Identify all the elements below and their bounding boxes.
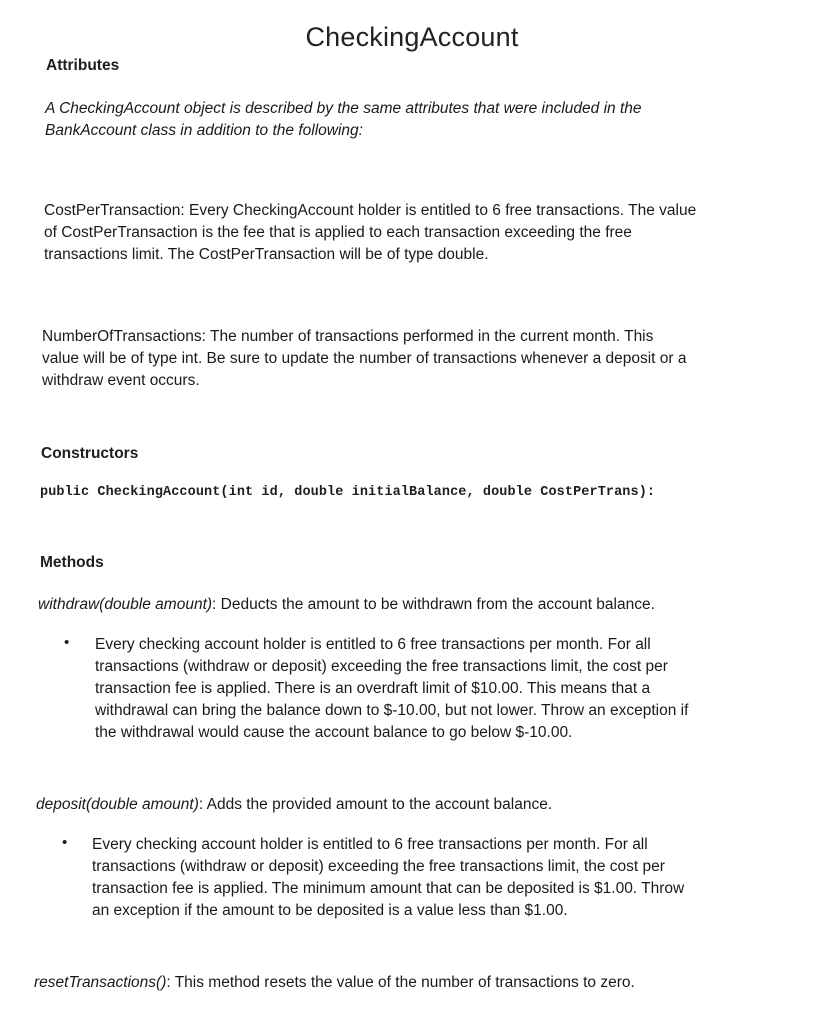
page-title: CheckingAccount: [305, 22, 519, 52]
attributes-intro-line: BankAccount class in addition to the following:: [45, 122, 363, 139]
withdraw-bullet-text: [95, 634, 688, 744]
deposit-method: [36, 796, 552, 814]
cost-line: of CostPerTransaction is the fee that is applied to each transaction exceeding the free: [44, 224, 632, 241]
withdraw-bullet-line: transaction fee is applied. There is an overdraft limit of $10.00. This means that a: [95, 680, 651, 697]
withdraw-description: : Deducts the amount to be withdrawn from the account balance.: [212, 596, 655, 613]
reset-signature: resetTransactions(): [34, 974, 167, 991]
cost-line: CostPerTransaction: Every CheckingAccount holder is entitled to 6 free transactions. The value: [44, 202, 697, 219]
number-line: withdraw event occurs.: [42, 372, 200, 389]
methods-heading: Methods: [40, 554, 104, 571]
deposit-bullet-line: transactions (withdraw or deposit) exceeding the free transactions limit, the cost per: [92, 858, 665, 875]
deposit-bullet-text: [92, 834, 684, 922]
deposit-bullet-line: Every checking account holder is entitled to 6 free transactions per month. For all: [92, 836, 648, 853]
withdraw-bullet-icon: •: [64, 634, 70, 651]
cost-line: transactions limit. The CostPerTransaction will be of type double.: [44, 246, 489, 263]
deposit-bullet-line: transaction fee is applied. The minimum amount that can be deposited is $1.00. Throw: [92, 880, 685, 897]
withdraw-signature: withdraw(double amount): [38, 596, 213, 613]
attributes-heading: Attributes: [46, 57, 120, 74]
number-of-transactions-paragraph: [42, 326, 687, 392]
number-line: value will be of type int. Be sure to update the number of transactions whenever a deposit or a: [42, 350, 687, 367]
withdraw-bullet-line: withdrawal can bring the balance down to $-10.00, but not lower. Throw an exception if: [95, 702, 689, 719]
attributes-intro: [45, 98, 642, 142]
deposit-bullet-line: an exception if the amount to be deposited is a value less than $1.00.: [92, 902, 568, 919]
deposit-signature: deposit(double amount): [36, 796, 199, 813]
number-line: NumberOfTransactions: The number of transactions performed in the current month. This: [42, 328, 654, 345]
withdraw-bullet-line: transactions (withdraw or deposit) exceeding the free transactions limit, the cost per: [95, 658, 668, 675]
reset-transactions-method: [34, 974, 635, 992]
constructors-heading: Constructors: [41, 445, 139, 462]
attributes-intro-line: A CheckingAccount object is described by the same attributes that were included in the: [45, 100, 642, 117]
withdraw-method: [38, 596, 655, 614]
deposit-bullet-icon: •: [62, 834, 68, 851]
deposit-description: : Adds the provided amount to the account balance.: [198, 796, 553, 813]
cost-per-transaction-paragraph: [44, 200, 696, 266]
withdraw-bullet-line: Every checking account holder is entitled to 6 free transactions per month. For all: [95, 636, 651, 653]
withdraw-bullet-line: the withdrawal would cause the account balance to go below $-10.00.: [95, 724, 573, 741]
constructor-signature: public CheckingAccount(int id, double initialBalance, double CostPerTrans):: [40, 485, 656, 500]
reset-description: : This method resets the value of the number of transactions to zero.: [166, 974, 635, 991]
